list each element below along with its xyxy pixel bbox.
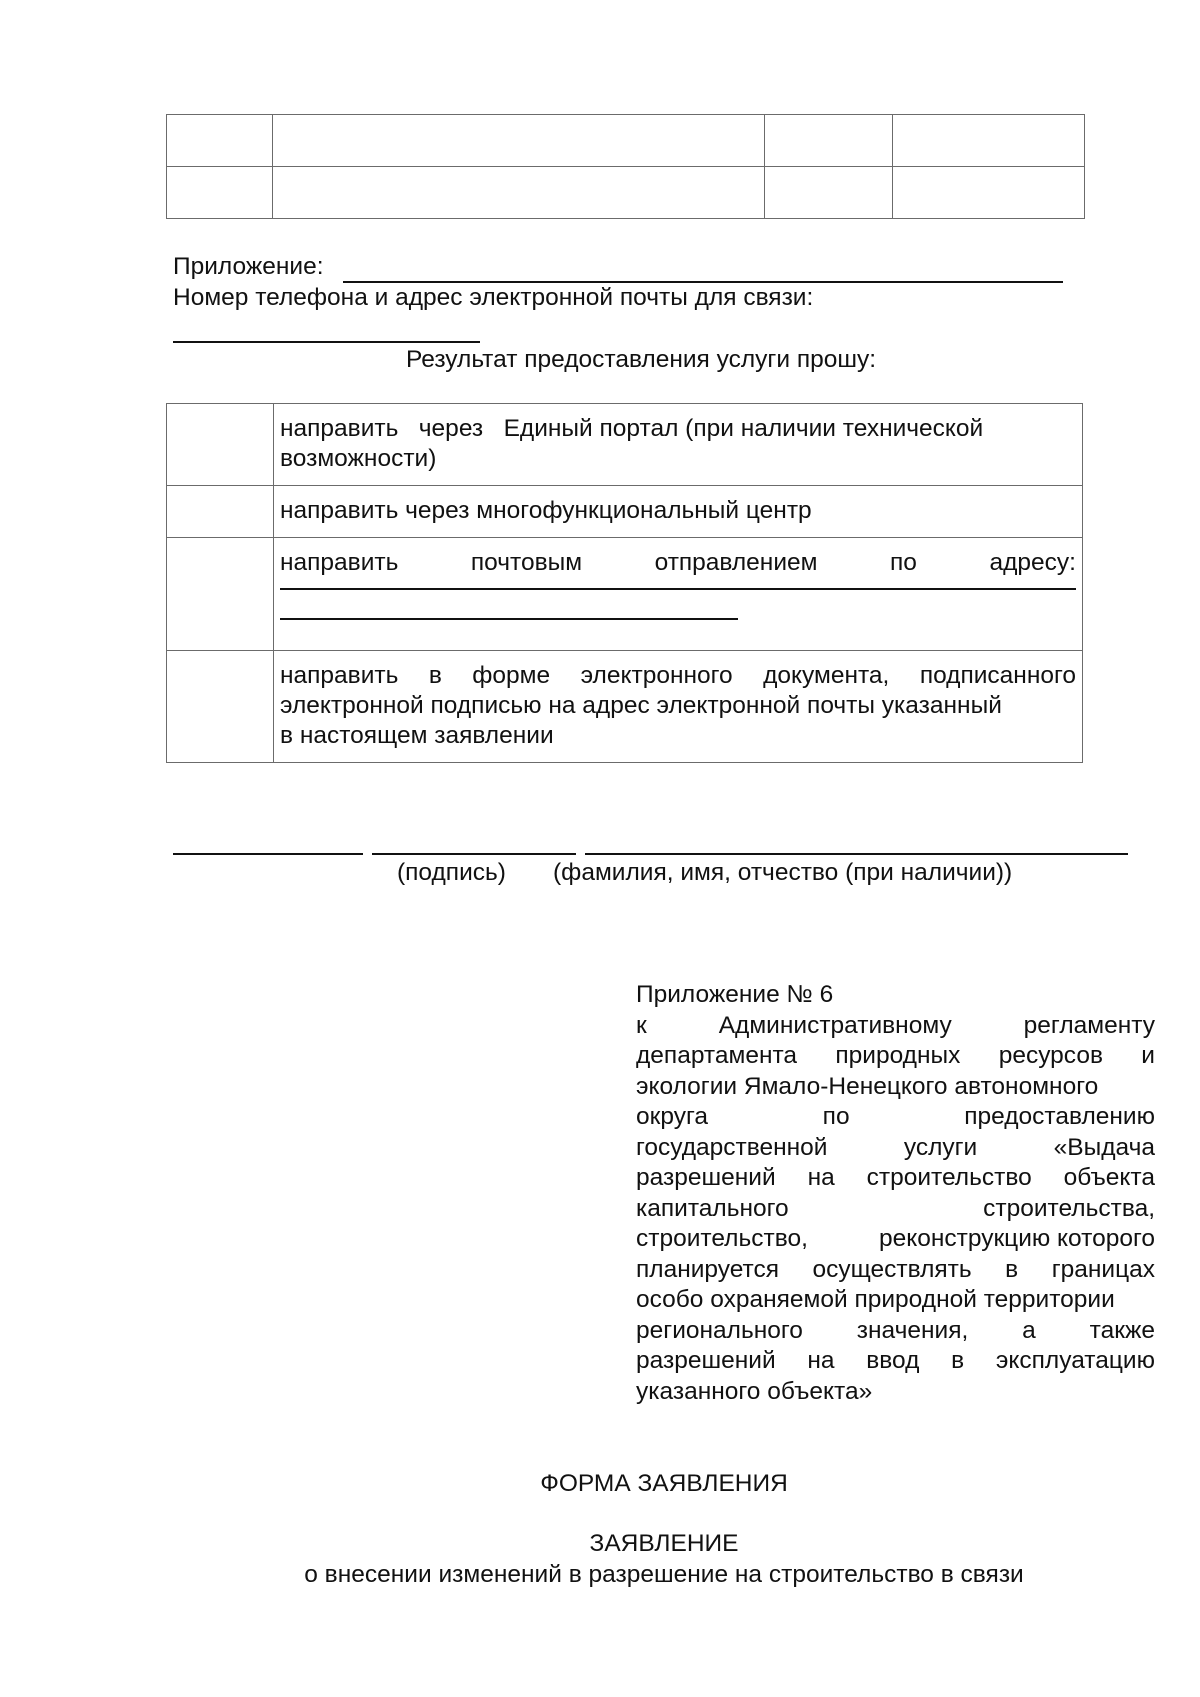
statement-subtitle: о внесении изменений в разрешение на строительство в связи [304, 1561, 1024, 1588]
appendix-word: строительство [866, 1164, 1032, 1191]
appendix-word: также [1089, 1316, 1155, 1344]
signature-caption: (подпись) [397, 859, 506, 886]
table-cell [273, 167, 765, 219]
option-text-post [274, 538, 1083, 651]
fullname-caption: (фамилия, имя, отчество (при наличии)) [553, 859, 1013, 886]
appendix-word: реконструкцию которого [878, 1225, 1155, 1252]
appendix-word: разрешений [636, 1164, 776, 1191]
date-fill-line[interactable] [173, 853, 363, 855]
table-row [167, 486, 1083, 538]
option-word: подписанного [919, 662, 1076, 689]
appendix-word: ввод [866, 1347, 920, 1374]
appendix-title: Приложение № 6 [636, 981, 834, 1008]
option-word: через [418, 415, 484, 442]
appendix-word: ресурсов [998, 1042, 1103, 1069]
statement-title: ЗАЯВЛЕНИЕ [589, 1530, 739, 1557]
table-row [167, 538, 1083, 651]
appendix-word: значения, [856, 1316, 969, 1344]
option-line: электронной подписью на адрес электронной почты указанный [280, 692, 1002, 719]
appendix-word: разрешений [636, 1347, 776, 1374]
option-word: почтовым [470, 549, 583, 576]
appendix-line [636, 1316, 1155, 1347]
form-title: ФОРМА ЗАЯВЛЕНИЯ [540, 1470, 788, 1497]
option-word: форме [472, 662, 551, 689]
appendix-word: осуществлять [812, 1255, 972, 1283]
attachment-fill-line[interactable] [343, 281, 1063, 283]
appendix-word: а [1022, 1316, 1036, 1344]
option-word: отправлением [654, 549, 818, 576]
appendix-line [636, 1011, 1155, 1042]
option-checkbox-portal[interactable] [167, 404, 274, 486]
appendix-word: границах [1051, 1255, 1155, 1283]
appendix-word: государственной [636, 1133, 828, 1161]
appendix-word: строительства, [983, 1194, 1155, 1222]
option-checkbox-email[interactable] [167, 651, 274, 763]
option-word: документа, [763, 662, 890, 689]
appendix-word: департамента [636, 1042, 798, 1069]
attachment-label: Приложение: [173, 253, 324, 280]
appendix-word: услуги [903, 1133, 978, 1161]
table-cell [273, 115, 765, 167]
option-line: в настоящем заявлении [280, 722, 554, 749]
appendix-word: капитального [636, 1194, 789, 1222]
address-fill-line[interactable] [280, 588, 1076, 590]
option-text-mfc: направить через многофункциональный центр [274, 486, 1083, 538]
appendix-word: по [822, 1103, 850, 1130]
table-row [167, 651, 1083, 763]
option-word: в [428, 662, 442, 689]
appendix-word: на [807, 1164, 835, 1191]
contact-label: Номер телефона и адрес электронной почты для связи: [173, 284, 814, 311]
table-cell [167, 115, 273, 167]
contact-fill-line[interactable] [173, 341, 480, 343]
signature-fill-line[interactable] [372, 853, 576, 855]
appendix-word: «Выдача [1053, 1133, 1155, 1161]
appendix-line [636, 1102, 1155, 1133]
appendix-word: строительство, [636, 1225, 808, 1252]
appendix-line [636, 1377, 1155, 1408]
appendix-word: регламенту [1023, 1011, 1155, 1039]
appendix-word: в [1005, 1255, 1019, 1283]
appendix-word: округа [636, 1103, 708, 1130]
appendix-line [636, 1224, 1155, 1255]
appendix-word: на [807, 1347, 835, 1374]
appendix-word: особо охраняемой природной территории [636, 1286, 1115, 1313]
option-word: адресу: [989, 549, 1076, 576]
fullname-fill-line[interactable] [585, 853, 1128, 855]
table-cell [765, 167, 893, 219]
appendix-word: предоставлению [964, 1103, 1155, 1130]
option-word: направить [280, 662, 399, 689]
address-fill-line[interactable] [280, 618, 738, 620]
empty-table [166, 114, 1085, 219]
appendix-word: и [1141, 1042, 1155, 1069]
table-cell [167, 167, 273, 219]
option-word: по [890, 549, 917, 576]
appendix-word: Административному [718, 1011, 952, 1039]
option-word: направить [280, 415, 399, 442]
appendix-line [636, 1072, 1155, 1103]
appendix-line [636, 1194, 1155, 1225]
appendix-word: в [951, 1347, 965, 1374]
appendix-word: объекта [1063, 1164, 1155, 1191]
table-cell [893, 115, 1085, 167]
option-checkbox-post[interactable] [167, 538, 274, 651]
option-checkbox-mfc[interactable] [167, 486, 274, 538]
appendix-word: эксплуатацию [995, 1347, 1155, 1374]
table-cell [893, 167, 1085, 219]
table-row [167, 404, 1083, 486]
option-word: направить [280, 549, 399, 576]
appendix-word: регионального [636, 1316, 803, 1344]
appendix-text [636, 1011, 1155, 1408]
option-word: Единый портал (при наличии технической [503, 415, 984, 442]
appendix-line [636, 1133, 1155, 1164]
appendix-line [636, 1041, 1155, 1072]
table-cell [765, 115, 893, 167]
appendix-word: экологии Ямало-Ненецкого автономного [636, 1072, 1099, 1100]
appendix-line [636, 1285, 1155, 1316]
option-text-email [274, 651, 1083, 763]
result-options-table [166, 403, 1083, 763]
appendix-line [636, 1163, 1155, 1194]
appendix-word: к [636, 1011, 647, 1039]
option-text-portal [274, 404, 1083, 486]
appendix-block [636, 980, 1155, 1407]
appendix-word: природных [835, 1042, 961, 1069]
result-heading: Результат предоставления услуги прошу: [406, 346, 877, 373]
appendix-word: планируется [636, 1255, 780, 1283]
option-word: электронного [580, 662, 733, 689]
appendix-word: указанного объекта» [636, 1377, 873, 1405]
appendix-line [636, 1255, 1155, 1286]
option-line: возможности) [280, 445, 437, 472]
appendix-line [636, 1346, 1155, 1377]
